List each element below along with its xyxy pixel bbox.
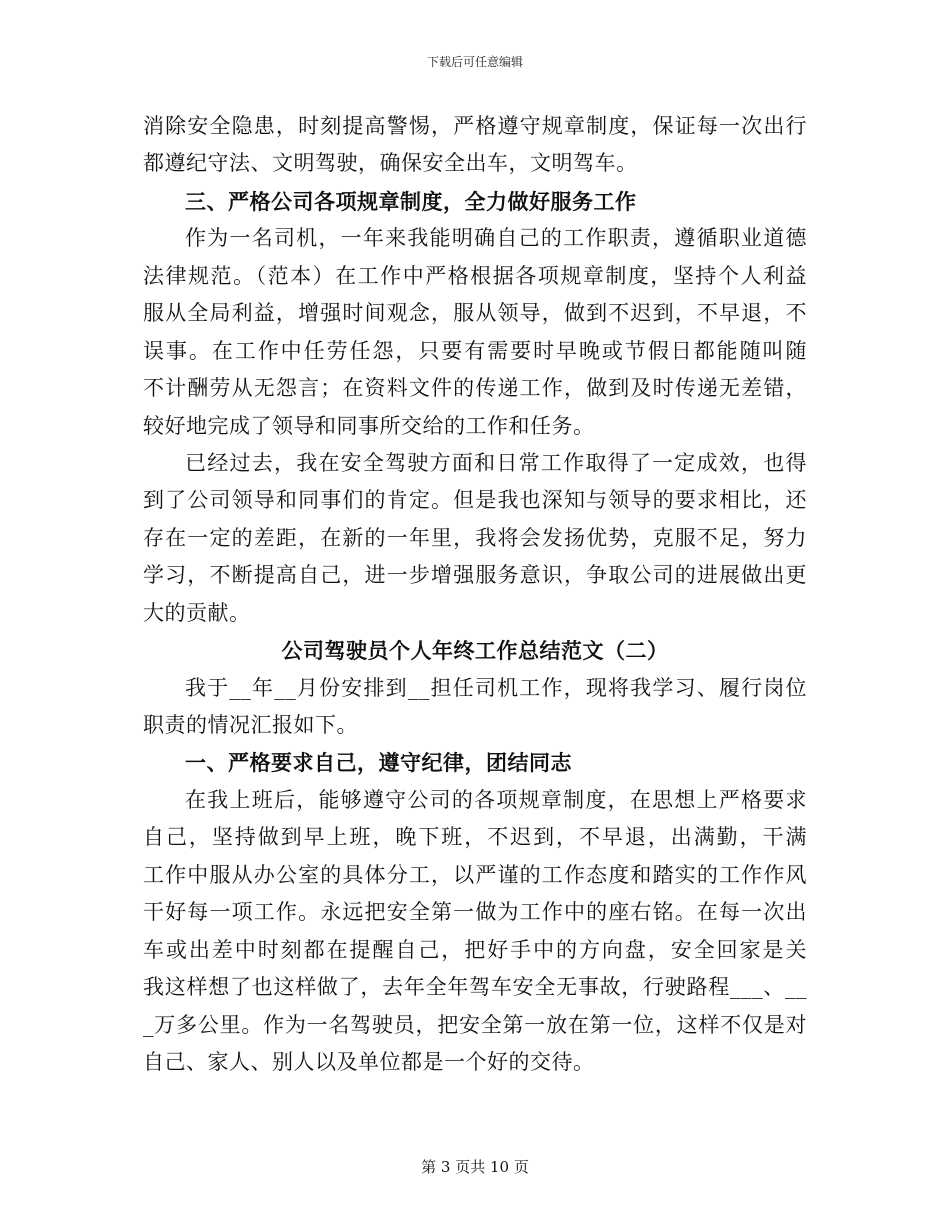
paragraph-line: 服从全局利益，增强时间观念，服从领导，做到不迟到，不早退，不 <box>143 301 807 326</box>
paragraph-line: 作为一名司机，一年来我能明确自己的工作职责，遵循职业道德 <box>185 226 807 251</box>
paragraph-line: 存在一定的差距，在新的一年里，我将会发扬优势，克服不足，努力 <box>143 525 807 550</box>
paragraph-line: 到了公司领导和同事们的肯定。但是我也深知与领导的要求相比，还 <box>143 488 807 513</box>
paragraph-line: 误事。在工作中任劳任怨，只要有需要时早晚或节假日都能随叫随 <box>143 338 807 363</box>
paragraph-line: 干好每一项工作。永远把安全第一做为工作中的座右铭。在每一次出 <box>143 900 807 925</box>
page-header: 下载后可任意编辑 <box>426 55 523 69</box>
document-title: 公司驾驶员个人年终工作总结范文（二） <box>281 638 669 664</box>
paragraph-line: 学习，不断提高自己，进一步增强服务意识，争取公司的进展做出更 <box>143 563 807 588</box>
paragraph-line: 消除安全隐患，时刻提高警惕，严格遵守规章制度，保证每一次出行 <box>143 114 807 138</box>
document-body <box>143 108 807 1081</box>
paragraph-line: 工作中服从办公室的具体分工，以严谨的工作态度和踏实的工作作风 <box>143 862 807 887</box>
section-heading: 三、严格公司各项规章制度，全力做好服务工作 <box>185 188 637 214</box>
paragraph-line: 职责的情况汇报如下。 <box>143 713 358 737</box>
paragraph-line: 自己，坚持做到早上班，晚下班，不迟到，不早退，出满勤，干满 <box>143 825 807 850</box>
page-number: 第 3 页共 10 页 <box>421 1158 529 1176</box>
paragraph-line: 自己、家人、别人以及单位都是一个好的交待。 <box>143 1049 595 1074</box>
paragraph-line: 不计酬劳从无怨言；在资料文件的传递工作，做到及时传递无差错， <box>143 376 807 401</box>
paragraph-line: 法律规范。（范本）在工作中严格根据各项规章制度，坚持个人利益 <box>143 263 807 288</box>
section-heading: 一、严格要求自己，遵守纪律，团结同志 <box>185 750 572 776</box>
paragraph-line: 大的贡献。 <box>143 600 251 625</box>
paragraph-line: 车或出差中时刻都在提醒自己，把好手中的方向盘，安全回家是关 <box>143 937 807 962</box>
paragraph-line: 已经过去，我在安全驾驶方面和日常工作取得了一定成效，也得 <box>185 450 807 475</box>
paragraph-line: _万多公里。作为一名驾驶员，把安全第一放在第一位，这样不仅是对 <box>143 1012 807 1037</box>
paragraph-line: 我于__年__月份安排到__担任司机工作，现将我学习、履行岗位 <box>185 675 807 700</box>
paragraph-line: 都遵纪守法、文明驾驶，确保安全出车，文明驾车。 <box>143 151 638 176</box>
paragraph-line: 在我上班后，能够遵守公司的各项规章制度，在思想上严格要求 <box>185 787 807 812</box>
paragraph-line: 我这样想了也这样做了，去年全年驾车安全无事故，行驶路程___、__ <box>143 975 807 1000</box>
paragraph-line: 较好地完成了领导和同事所交给的工作和任务。 <box>143 413 595 438</box>
